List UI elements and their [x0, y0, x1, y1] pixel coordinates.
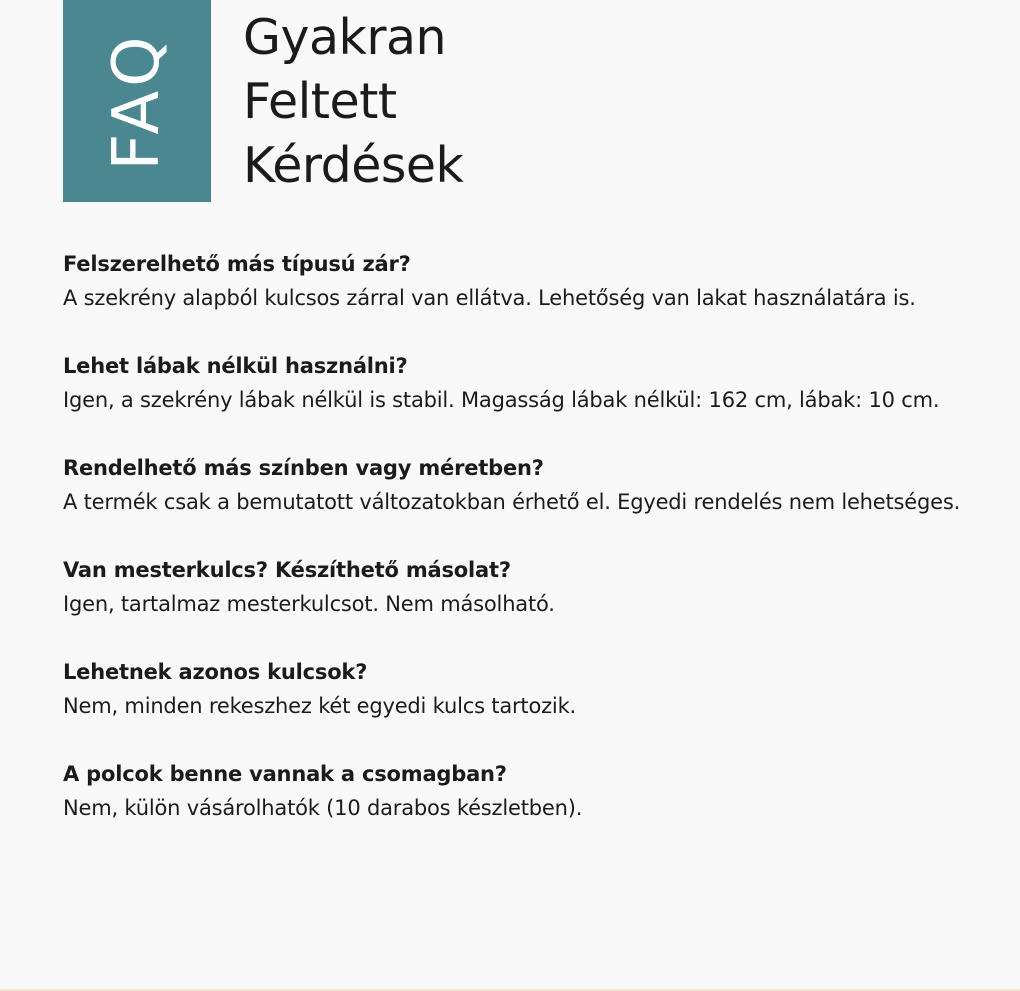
faq-answer: Nem, minden rekeszhez két egyedi kulcs tartozik. — [63, 694, 577, 718]
faq-list — [63, 247, 993, 859]
faq-badge — [63, 0, 211, 202]
faq-question: Rendelhető más színben vagy méretben? — [63, 456, 544, 480]
faq-item — [63, 655, 993, 723]
faq-question: A polcok benne vannak a csomagban? — [63, 762, 507, 786]
page-title — [243, 6, 463, 198]
page-title-line-1: Gyakran — [243, 9, 447, 66]
faq-item — [63, 757, 993, 825]
faq-question: Felszerelhető más típusú zár? — [63, 252, 411, 276]
faq-answer: Igen, tartalmaz mesterkulcsot. Nem másolható. — [63, 592, 555, 616]
faq-question: Lehetnek azonos kulcsok? — [63, 660, 368, 684]
page-title-line-3: Kérdések — [243, 137, 464, 194]
faq-item — [63, 247, 993, 315]
faq-item — [63, 451, 993, 519]
faq-item — [63, 349, 993, 417]
faq-answer: Nem, külön vásárolhatók (10 darabos készletben). — [63, 796, 583, 820]
faq-answer: A termék csak a bemutatott változatokban érhető el. Egyedi rendelés nem lehetséges. — [63, 490, 961, 514]
faq-answer: A szekrény alapból kulcsos zárral van ellátva. Lehetőség van lakat használatára is. — [63, 286, 916, 310]
page-title-line-2: Feltett — [243, 73, 397, 130]
faq-badge-label: FAQ — [100, 31, 174, 171]
faq-answer: Igen, a szekrény lábak nélkül is stabil. Magasság lábak nélkül: 162 cm, lábak: 10 cm. — [63, 388, 940, 412]
faq-question: Van mesterkulcs? Készíthető másolat? — [63, 558, 511, 582]
faq-item — [63, 553, 993, 621]
faq-question: Lehet lábak nélkül használni? — [63, 354, 408, 378]
